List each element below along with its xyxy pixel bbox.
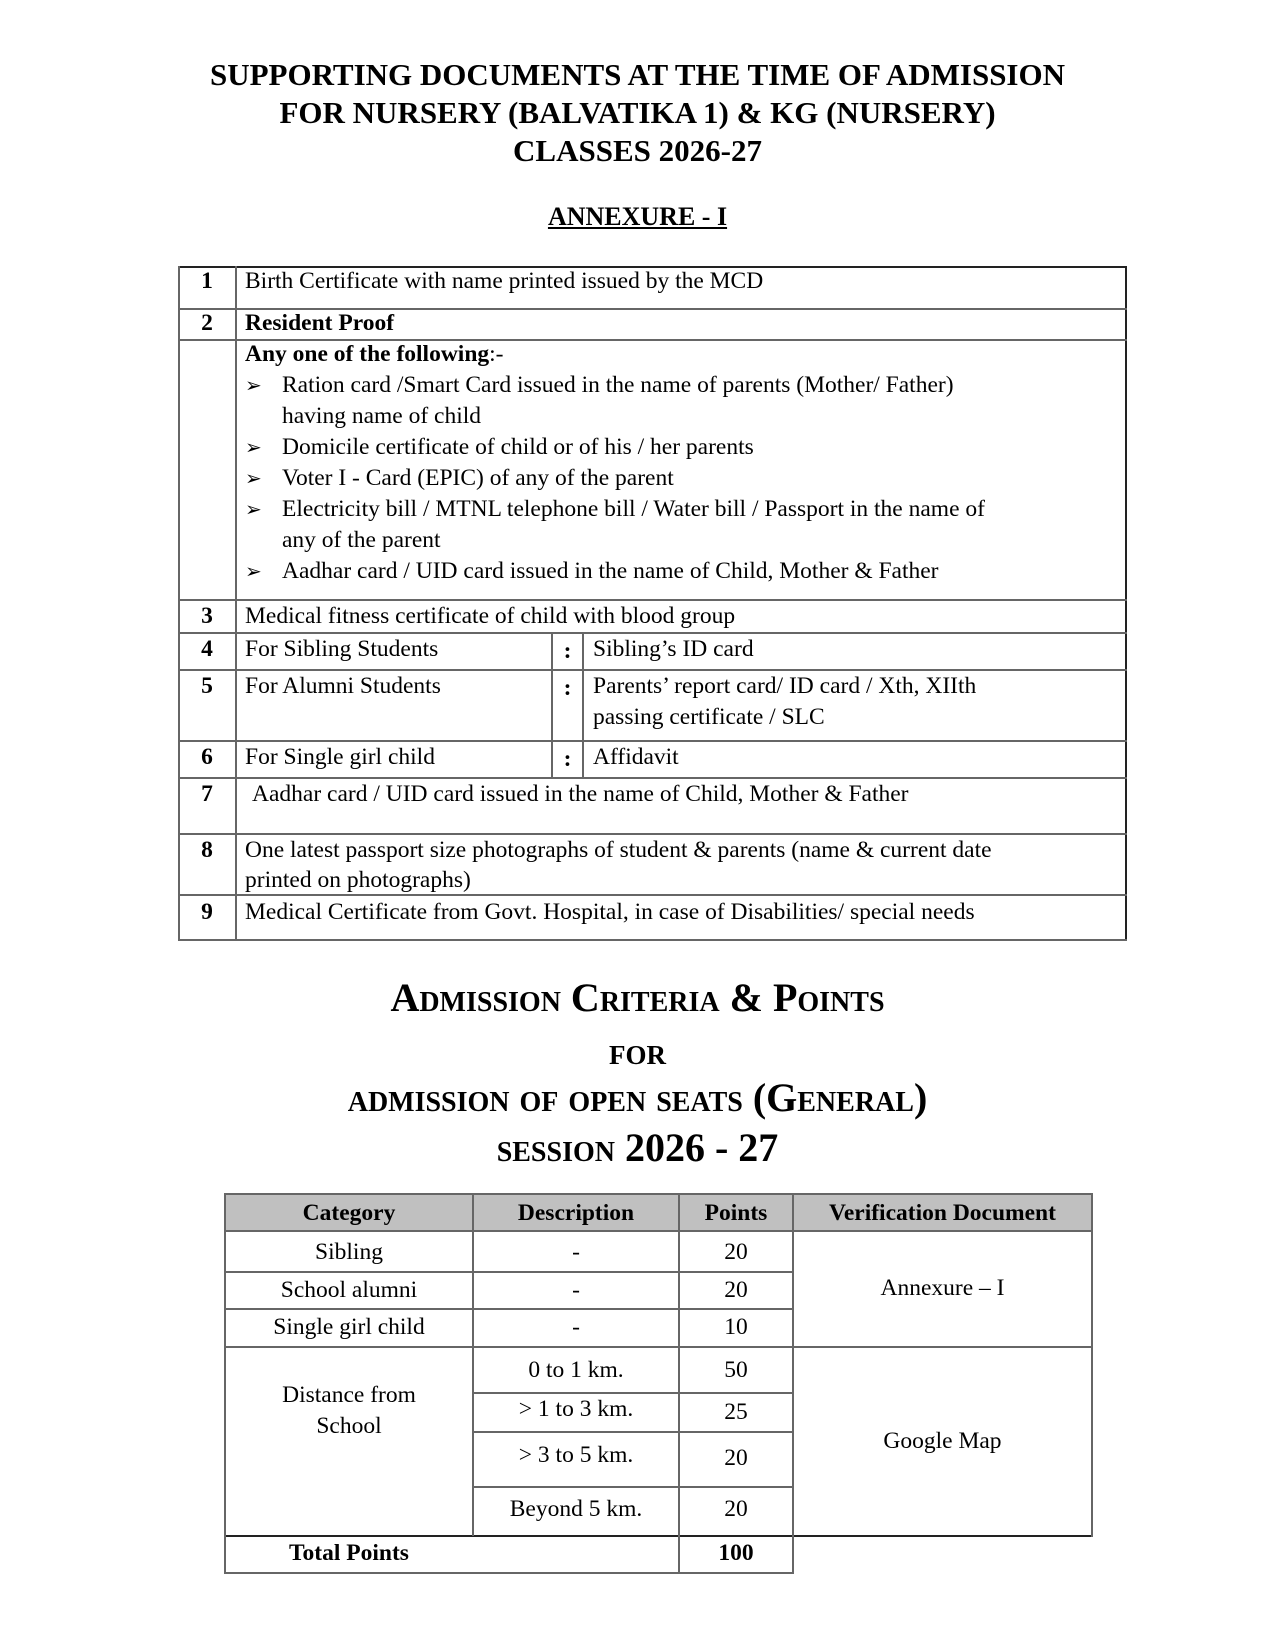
bullet-item (245, 463, 674, 495)
row-text: Medical fitness certificate of child with blood group (245, 603, 736, 629)
bullet-text: Ration card /Smart Card issued in the name of parents (Mother/ Father) (282, 372, 954, 398)
distance-description-cell: 0 to 1 km. (528, 1357, 624, 1383)
bullet-text: Aadhar card / UID card issued in the name of Child, Mother & Father (282, 558, 939, 584)
bullet-item (245, 370, 954, 402)
row-separator: : (563, 675, 572, 701)
intro-text: Any one of the following (245, 341, 490, 367)
bullet-text: Electricity bill / MTNL telephone bill / Water bill / Passport in the name of (282, 496, 985, 522)
arrowhead-bullet-icon: ➢ (245, 437, 262, 459)
points-cell: 20 (724, 1277, 748, 1303)
row-value: Sibling’s ID card (593, 636, 754, 662)
arrowhead-bullet-icon: ➢ (245, 561, 262, 583)
row-number: 3 (201, 603, 213, 629)
row-number: 5 (201, 673, 213, 699)
row-label: For Alumni Students (245, 673, 441, 699)
criteria-heading-line-4: session 2026 - 27 (496, 1125, 779, 1170)
row-text: Resident Proof (245, 310, 395, 336)
row-number: 4 (201, 636, 213, 662)
criteria-heading-line-2: for (609, 1031, 666, 1073)
doc-title-line-2: FOR NURSERY (BALVATIKA 1) & KG (NURSERY) (279, 95, 996, 130)
distance-points-cell: 25 (724, 1399, 748, 1425)
resident-proof-intro (245, 339, 504, 370)
column-header-category: Category (302, 1200, 396, 1226)
annexure-heading: ANNEXURE - I (547, 202, 728, 231)
bullet-item-continued: any of the parent (282, 527, 441, 553)
distance-category-line-1: Distance from (282, 1382, 416, 1408)
row-number: 9 (201, 899, 213, 925)
row-text-line-1: One latest passport size photographs of student & parents (name & current date (245, 837, 992, 863)
bullet-text: Domicile certificate of child or of his / her parents (282, 434, 754, 460)
column-header-description: Description (517, 1200, 635, 1226)
row-text: Birth Certificate with name printed issued by the MCD (245, 268, 764, 294)
row-text: Aadhar card / UID card issued in the name of Child, Mother & Father (252, 781, 909, 807)
doc-title-line-3: CLASSES 2026-27 (513, 133, 762, 168)
criteria-heading-line-1: Admission Criteria & Points (390, 975, 885, 1020)
distance-category-line-2: School (316, 1413, 382, 1439)
row-value-line-2: passing certificate / SLC (593, 704, 825, 730)
distance-description-cell: Beyond 5 km. (509, 1496, 643, 1522)
column-header-points: Points (704, 1200, 768, 1226)
doc-title-line-1: SUPPORTING DOCUMENTS AT THE TIME OF ADMISSION (209, 57, 1065, 92)
row-value: Affidavit (593, 744, 679, 770)
bullet-item (245, 432, 754, 464)
intro-suffix: :- (489, 341, 504, 367)
distance-points-cell: 20 (724, 1445, 748, 1471)
bullet-item (245, 556, 939, 588)
row-number: 2 (201, 310, 213, 336)
row-number: 6 (201, 744, 213, 770)
description-cell: - (572, 1239, 580, 1265)
verification-google-map-cell: Google Map (883, 1428, 1002, 1454)
description-cell: - (572, 1314, 580, 1340)
column-header-verification: Verification Document (829, 1200, 1056, 1226)
bullet-item (245, 494, 985, 526)
criteria-heading-line-3: admission of open seats (General) (347, 1075, 928, 1120)
arrowhead-bullet-icon: ➢ (245, 499, 262, 521)
verification-annexure-cell: Annexure – I (880, 1275, 1005, 1301)
row-text: Medical Certificate from Govt. Hospital, in case of Disabilities/ special needs (245, 899, 975, 925)
total-value: 100 (718, 1540, 754, 1566)
row-value-line-1: Parents’ report card/ ID card / Xth, XIIth (593, 673, 977, 699)
points-cell: 20 (724, 1239, 748, 1265)
arrowhead-bullet-icon: ➢ (245, 375, 262, 397)
arrowhead-bullet-icon: ➢ (245, 468, 262, 490)
total-label: Total Points (289, 1540, 409, 1566)
distance-points-cell: 50 (724, 1357, 748, 1383)
row-number: 8 (201, 837, 213, 863)
distance-description-cell: > 3 to 5 km. (518, 1442, 634, 1468)
row-label: For Single girl child (245, 744, 435, 770)
row-number: 7 (201, 781, 213, 807)
row-number: 1 (201, 268, 213, 294)
bullet-text: Voter I - Card (EPIC) of any of the parent (282, 465, 674, 491)
distance-points-cell: 20 (724, 1496, 748, 1522)
row-text-line-2: printed on photographs) (245, 867, 471, 893)
row-separator: : (563, 746, 572, 772)
category-cell: Single girl child (273, 1314, 425, 1340)
row-separator: : (563, 638, 572, 664)
description-cell: - (572, 1277, 580, 1303)
bullet-item-continued: having name of child (282, 403, 482, 429)
category-cell: School alumni (280, 1277, 418, 1303)
distance-description-cell: > 1 to 3 km. (518, 1396, 634, 1422)
points-cell: 10 (724, 1314, 748, 1340)
category-cell: Sibling (315, 1239, 383, 1265)
row-label: For Sibling Students (245, 636, 439, 662)
